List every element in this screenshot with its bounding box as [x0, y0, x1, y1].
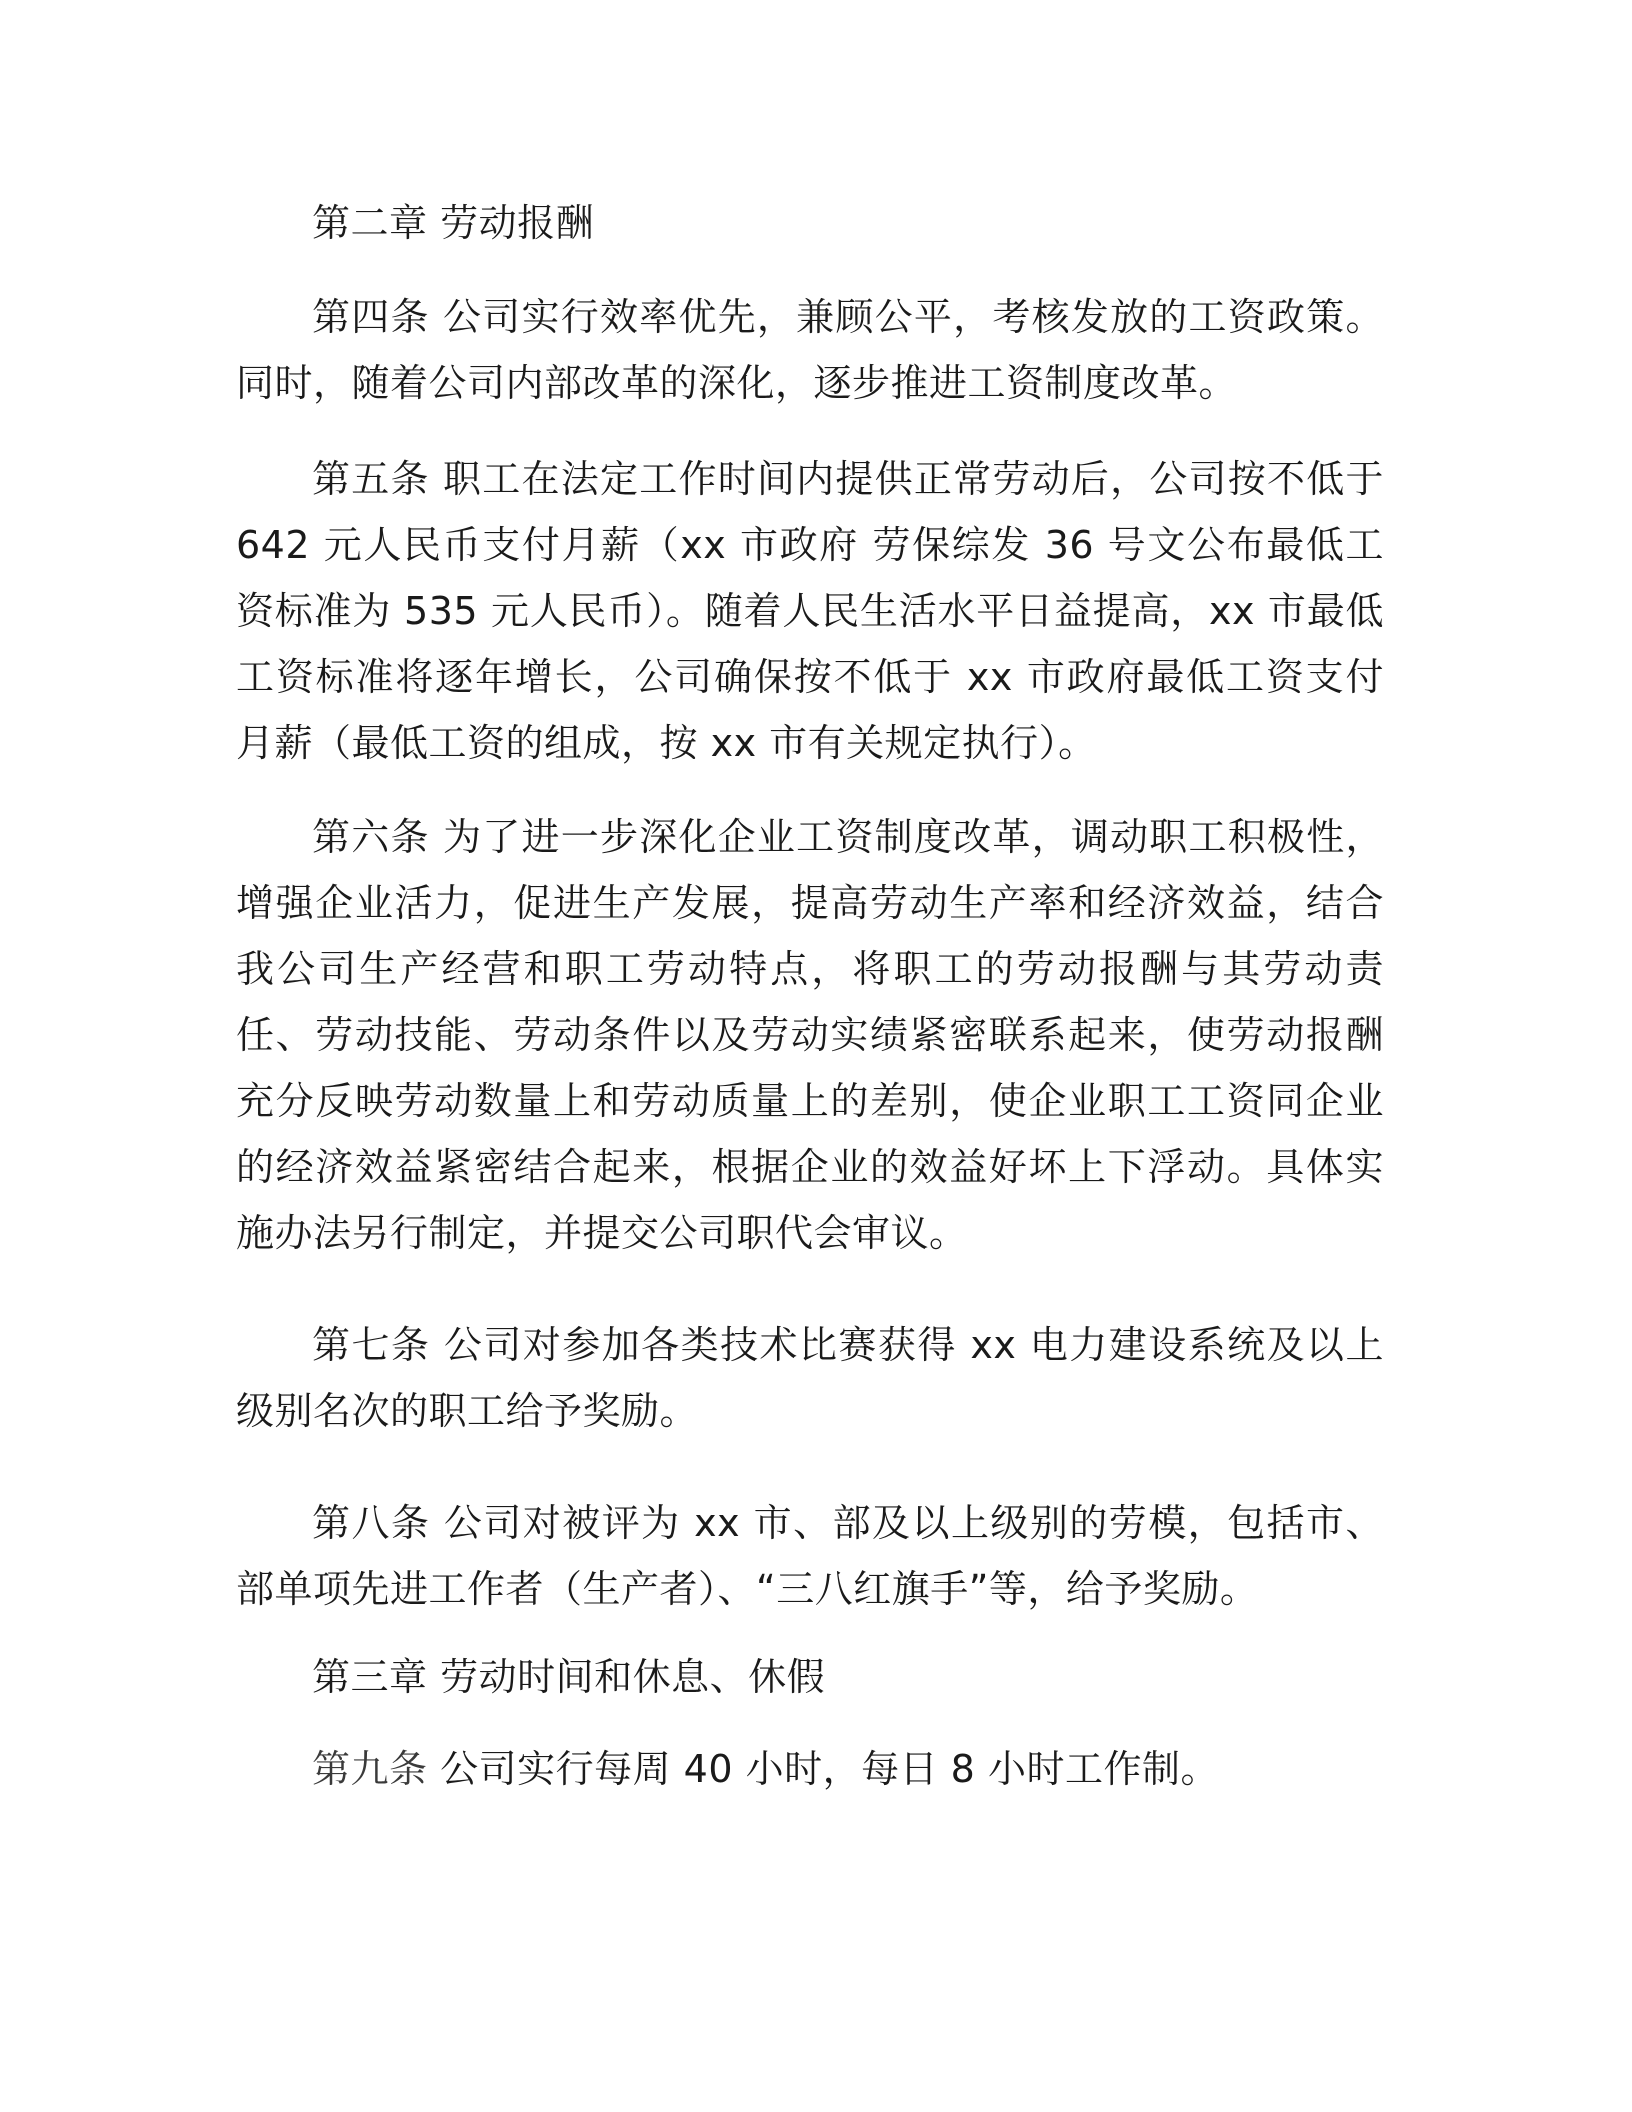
article-9-prefix: 第九条: [312, 1747, 428, 1791]
article-6: 第六条 为了进一步深化企业工资制度改革，调动职工积极性，增强企业活力，促进生产发展，提高劳动生产率和经济效益，结合我公司生产经营和职工劳动特点，将职工的劳动报酬与其劳动责任、劳动技能、劳动条件以及劳动实绩紧密联系起来，使劳动报酬充分反映劳动数量上和劳动质量上的差别，使企业职工工资同企业的经济效益紧密结合起来，根据企业的效益好坏上下浮动。具体实施办法另行制定，并提交公司职代会审议。: [236, 815, 1384, 1255]
document-content: [236, 190, 1384, 1802]
chapter-2-title: 第二章 劳动报酬: [312, 201, 595, 245]
article-9-body: 公司实行每周 40 小时，每日 8 小时工作制。: [427, 1747, 1219, 1791]
article-8: 第八条 公司对被评为 xx 市、部及以上级别的劳模，包括市、部单项先进工作者（生产者）、“三八红旗手”等，给予奖励。: [236, 1501, 1384, 1611]
article-7: 第七条 公司对参加各类技术比赛获得 xx 电力建设系统及以上级别名次的职工给予奖励。: [236, 1323, 1384, 1433]
article-9: [236, 1736, 1384, 1802]
chapter-3-title: 第三章 劳动时间和休息、休假: [312, 1655, 826, 1699]
article-4: 第四条 公司实行效率优先，兼顾公平，考核发放的工资政策。同时，随着公司内部改革的深化，逐步推进工资制度改革。: [236, 295, 1384, 405]
article-5: 第五条 职工在法定工作时间内提供正常劳动后，公司按不低于 642 元人民币支付月薪（xx 市政府 劳保综发 36 号文公布最低工资标准为 535 元人民币）。随着人民生活水平日益提高，xx 市最低工资标准将逐年增长，公司确保按不低于 xx 市政府最低工资支付月薪（最低工资的组成，按 xx 市有关规定执行）。: [236, 457, 1384, 765]
